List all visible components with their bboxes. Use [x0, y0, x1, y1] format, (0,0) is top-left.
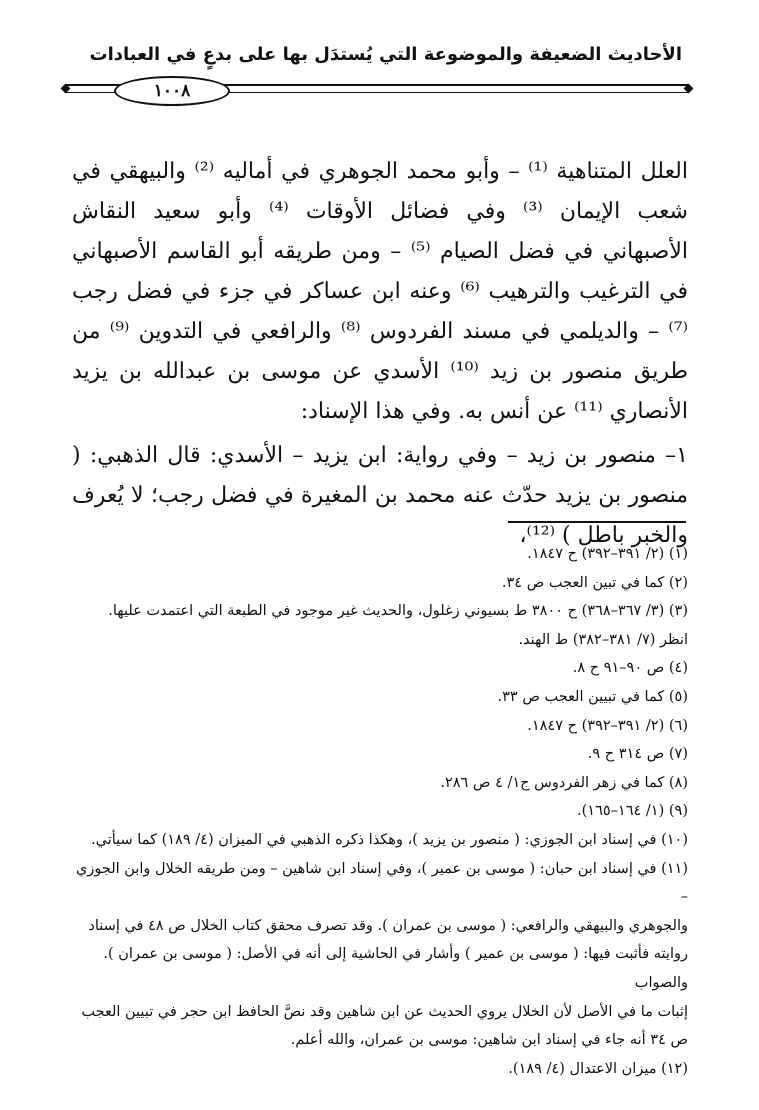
footnote-line: (٢) كما في تبين العجب ص ٣٤. [501, 574, 688, 591]
footnote-line: (٦) (٢/ ٣٩١–٣٩٢) ح ١٨٤٧. [527, 717, 688, 734]
footnote [66, 740, 688, 769]
footnote [66, 540, 688, 569]
footnote [66, 569, 688, 598]
footnote-line: والجوهري والبيهقي والرافعي: ( موسى بن عمران ). وقد تصرف محقق كتاب الخلال ص ٤٨ في إسناد [88, 917, 688, 934]
footnote [66, 769, 688, 798]
footnote [66, 597, 688, 654]
footnotes [66, 540, 688, 1083]
footnote-separator [508, 521, 686, 523]
paragraph-chain: العلل المتناهية ⁽¹⁾ – وأبو محمد الجوهري في أماليه ⁽²⁾ والبيهقي في شعب الإيمان ⁽³⁾ وفي فضائل الأوقات ⁽⁴⁾ وأبو سعيد النقاش الأصبهاني في فضل الصيام ⁽⁵⁾ – ومن طريقه أبو القاسم الأصبهاني في الترغيب والترهيب ⁽⁶⁾ وعنه ابن عساكر في جزء في فضل رجب ⁽⁷⁾ – والديلمي في مسند الفردوس ⁽⁸⁾ والرافعي في التدوين ⁽⁹⁾ من طريق منصور بن زيد ⁽¹⁰⁾ الأسدي عن موسى بن عبدالله بن يزيد الأنصاري ⁽¹¹⁾ عن أنس به. وفي هذا الإسناد: [72, 159, 689, 424]
footnote [66, 826, 688, 855]
footnote [66, 683, 688, 712]
footnote [66, 712, 688, 741]
footnote-line: (٨) كما في زهر الفردوس ج١/ ٤ ص ٢٨٦. [440, 774, 688, 791]
footnote-line: ص ٣٤ أنه جاء في إسناد ابن شاهين: موسى بن عمران، والله أعلم. [290, 1032, 688, 1049]
footnote-line: إثبات ما في الأصل لأن الخلال يروي الحديث عن ابن شاهين وقد نصَّ الحافظ ابن حجر في تبيين العجب [81, 1003, 688, 1020]
footnote-line: (٧) ص ٣١٤ ح ٩. [587, 746, 688, 763]
footnote [66, 797, 688, 826]
footnote-line: روايته فأثبت فيها: ( موسى بن عمير ) وأشار في الحاشية إلى أنه في الأصل: ( موسى بن عمران ). والصواب [103, 946, 688, 991]
footnote-line: (١٢) ميزان الاعتدال (٤/ ١٨٩). [508, 1060, 688, 1077]
paragraph-point-1: ١– منصور بن زيد – وفي رواية: ابن يزيد – الأسدي: قال الذهبي: ( منصور بن يزيد حدّث عنه محمد بن المغيرة في فضل رجب؛ لا يُعرف والخبر باطل ) ⁽¹²⁾، [72, 443, 688, 548]
footnote-line: (٥) كما في تبيين العجب ص ٣٣. [497, 688, 688, 705]
page-number: ١٠٠٨ [153, 81, 191, 101]
footnote [66, 654, 688, 683]
page-number-oval [114, 76, 230, 106]
footnote-line: انظر (٧/ ٣٨١–٣٨٢) ط الهند. [518, 631, 688, 648]
footnote-line: (٣) (٣/ ٣٦٧–٣٦٨) ح ٣٨٠٠ ط بسيوني زغلول، والحديث غير موجود في الطبعة التي اعتمدت عليها. [108, 603, 688, 620]
footnote-line: (١١) في إسناد ابن حبان: ( موسى بن عمير )، وفي إسناد ابن شاهين – ومن طريقه الخلال وابن الجوزي – [76, 860, 688, 906]
footnote [66, 1055, 688, 1084]
running-title: الأحاديث الضعيفة والموضوعة التي يُستدَل بها على بدعٍ في العبادات [89, 44, 682, 65]
footnote [66, 855, 688, 1055]
footnote-line: (١) (٢/ ٣٩١–٣٩٢) ح ١٨٤٧. [527, 546, 688, 562]
footnote-line: (٩) (١/ ١٦٤–١٦٥). [577, 803, 688, 820]
main-text [72, 152, 688, 556]
footnote-line: (١٠) في إسناد ابن الجوزي: ( منصور بن يزيد )، وهكذا ذكره الذهبي في الميزان (٤/ ١٨٩) كما سيأتي. [91, 831, 688, 848]
footnote-line: (٤) ص ٩٠–٩١ ح ٨. [572, 660, 688, 677]
